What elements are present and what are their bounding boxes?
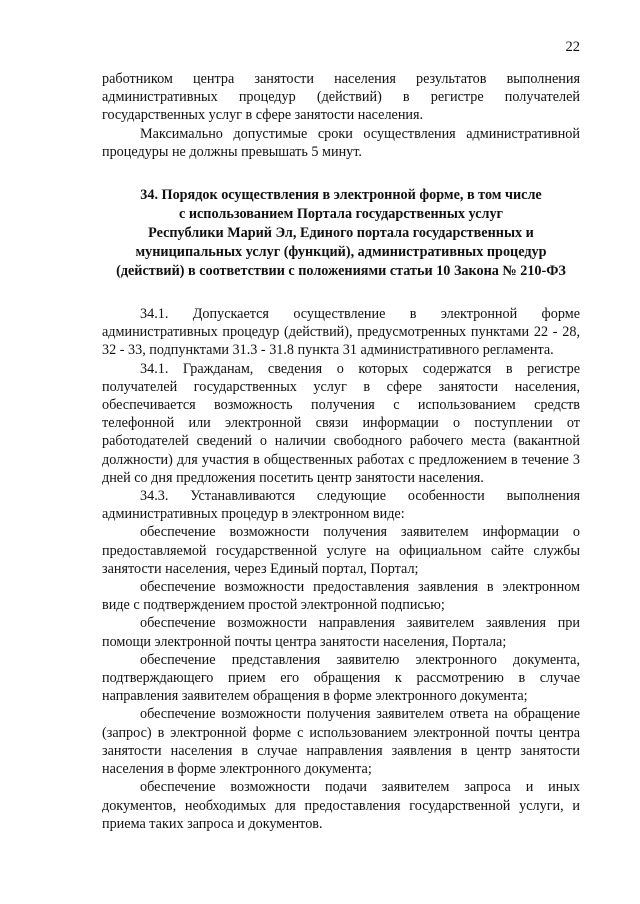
heading-line: Республики Марий Эл, Единого портала государственных и — [148, 225, 534, 242]
heading-line: с использованием Портала государственных услуг — [178, 206, 504, 223]
heading-line: муниципальных услуг (функций), административных процедур — [135, 244, 547, 261]
page-content — [102, 70, 580, 833]
list-item-confirmation: обеспечение представления заявителю электронного документа, подтверждающего прием его обращения к рассмотрению в случае направления заявителем обращения в форме электронного документа; — [102, 651, 580, 705]
heading-line: (действий) в соответствии с положениями статьи 10 Закона № 210-ФЗ — [116, 263, 566, 280]
paragraph-34-3-features: 34.3. Устанавливаются следующие особенности выполнения административных процедур в электронном виде: — [102, 488, 580, 523]
list-item-information: обеспечение возможности получения заявителем информации о предоставляемой государственной услуге на официальном сайте службы занятости населения, через Единый портал, Портал; — [102, 524, 580, 577]
paragraph-max-duration: Максимально допустимые сроки осуществления административной процедуры не должны превышать 5 минут. — [102, 125, 580, 160]
paragraph-34-1-citizens: 34.1. Гражданам, сведения о которых содержатся в регистре получателей государственных услуг в сфере занятости населения, обеспечивается возможность получения с использованием средств телефонной или электронной связи информации о поступлении от работодателей сведений о наличии свободного рабочего места (вакантной должности) для участия в общественных работах с предложением в течение 3 дней со дня предложения посетить центр занятости населения. — [102, 360, 580, 486]
paragraph-continuation: работником центра занятости населения результатов выполнения административных процедур (действий) в регистре получателей государственных услуг в сфере занятости населения. — [102, 71, 580, 124]
paragraph-34-1-electronic-form: 34.1. Допускается осуществление в электронной форме административных процедур (действий), предусмотренных пунктами 22 - 28, 32 - 33, подпунктами 31.3 - 31.8 пункта 31 административного регламента. — [102, 306, 580, 359]
heading-line: 34. Порядок осуществления в электронной форме, в том числе — [140, 187, 542, 204]
list-item-application-signature: обеспечение возможности предоставления заявления в электронном виде с подтверждением простой электронной подписью; — [102, 579, 580, 614]
section-heading-34 — [102, 186, 580, 281]
list-item-application-email: обеспечение возможности направления заявителем заявления при помощи электронной почты центра занятости населения, Портала; — [102, 615, 580, 650]
list-item-response: обеспечение возможности получения заявителем ответа на обращение (запрос) в электронной форме с использованием электронной почты центра занятости населения в случае направления заявления в центр занятости населения в форме электронного документа; — [102, 706, 580, 778]
list-item-documents: обеспечение возможности подачи заявителем запроса и иных документов, необходимых для предоставления государственной услуги, и приема таких запроса и документов. — [102, 779, 580, 832]
page-number: 22 — [565, 39, 580, 55]
